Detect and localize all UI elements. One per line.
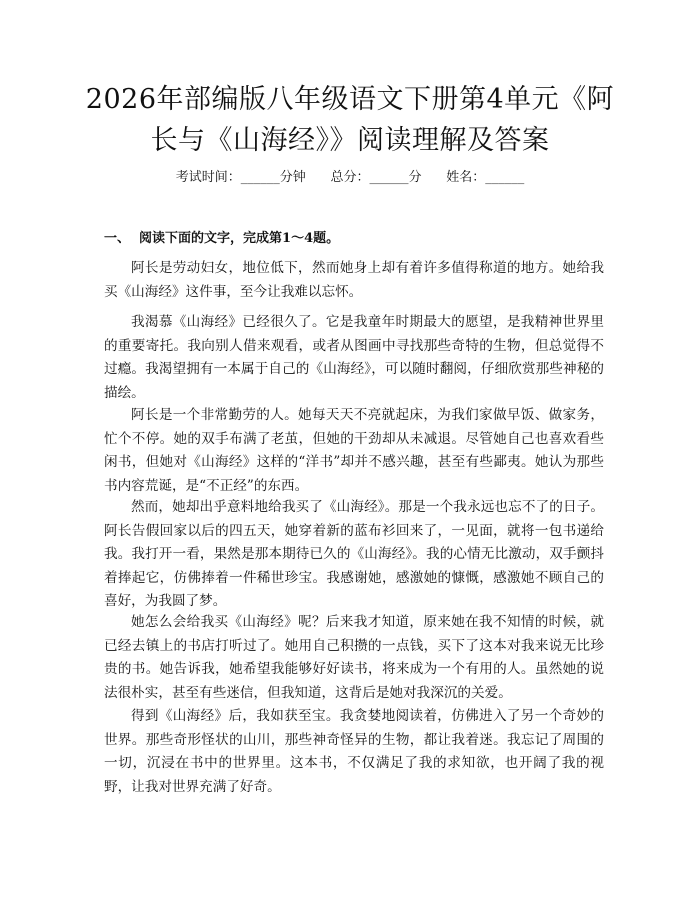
passage-paragraph: 阿长是一个非常勤劳的人。她每天天不亮就起床，为我们家做早饭、做家务，忙个不停。她的双手布满了老茧，但她的干劲却从未减退。尽管她自己也喜欢看些闲书，但她对《山海经》这样的“洋书”却并不感兴趣，甚至有些鄙夷。她认为那些书内容荒诞，是“不正经”的东西。 [104,407,604,494]
document-title: 2026年部编版八年级语文下册第4单元《阿长与《山海经》》阅读理解及答案 [85,84,615,156]
passage-paragraph: 然而，她却出乎意料地给我买了《山海经》。那是一个我永远也忘不了的日子。阿长告假回家以后的四五天，她穿着新的蓝布衫回来了，一见面，就将一包书递给我。我打开一看，果然是那本期待已久的《山海经》。我的心情无比激动，双手颤抖着捧起它，仿佛捧着一件稀世珍宝。我感谢她，感激她的慷慨，感激她不顾自己的喜好，为我圆了梦。 [104,499,604,610]
passage-paragraph: 她怎么会给我买《山海经》呢？后来我才知道，原来她在我不知情的时候，就已经去镇上的书店打听过了。她用自己积攒的一点钱，买下了这本对我来说无比珍贵的书。她告诉我，她希望我能够好好读书，将来成为一个有用的人。虽然她的说法很朴实，甚至有些迷信，但我知道，这背后是她对我深沉的关爱。 [104,614,604,701]
passage-paragraph: 我渴慕《山海经》已经很久了。它是我童年时期最大的愿望，是我精神世界里的重要寄托。我向别人借来观看，或者从图画中寻找那些奇特的生物，但总觉得不过瘾。我渴望拥有一本属于自己的《山海经》，可以随时翻阅，仔细欣赏那些神秘的描绘。 [104,314,604,401]
section-heading: 一、 阅读下面的文字，完成第1～4题。 [104,231,340,246]
exam-info-line: 考试时间：______分钟 总分：______分 姓名：______ [175,170,525,185]
passage-paragraph: 得到《山海经》后，我如获至宝。我贪婪地阅读着，仿佛进入了另一个奇妙的世界。那些奇形怪状的山川，那些神奇怪异的生物，都让我着迷。我忘记了周围的一切，沉浸在书中的世界里。这本书，不仅满足了我的求知欲，也开阔了我的视野，让我对世界充满了好奇。 [104,708,604,795]
passage-paragraph: 阿长是劳动妇女，地位低下，然而她身上却有着许多值得称道的地方。她给我买《山海经》这件事，至今让我难以忘怀。 [104,260,604,300]
